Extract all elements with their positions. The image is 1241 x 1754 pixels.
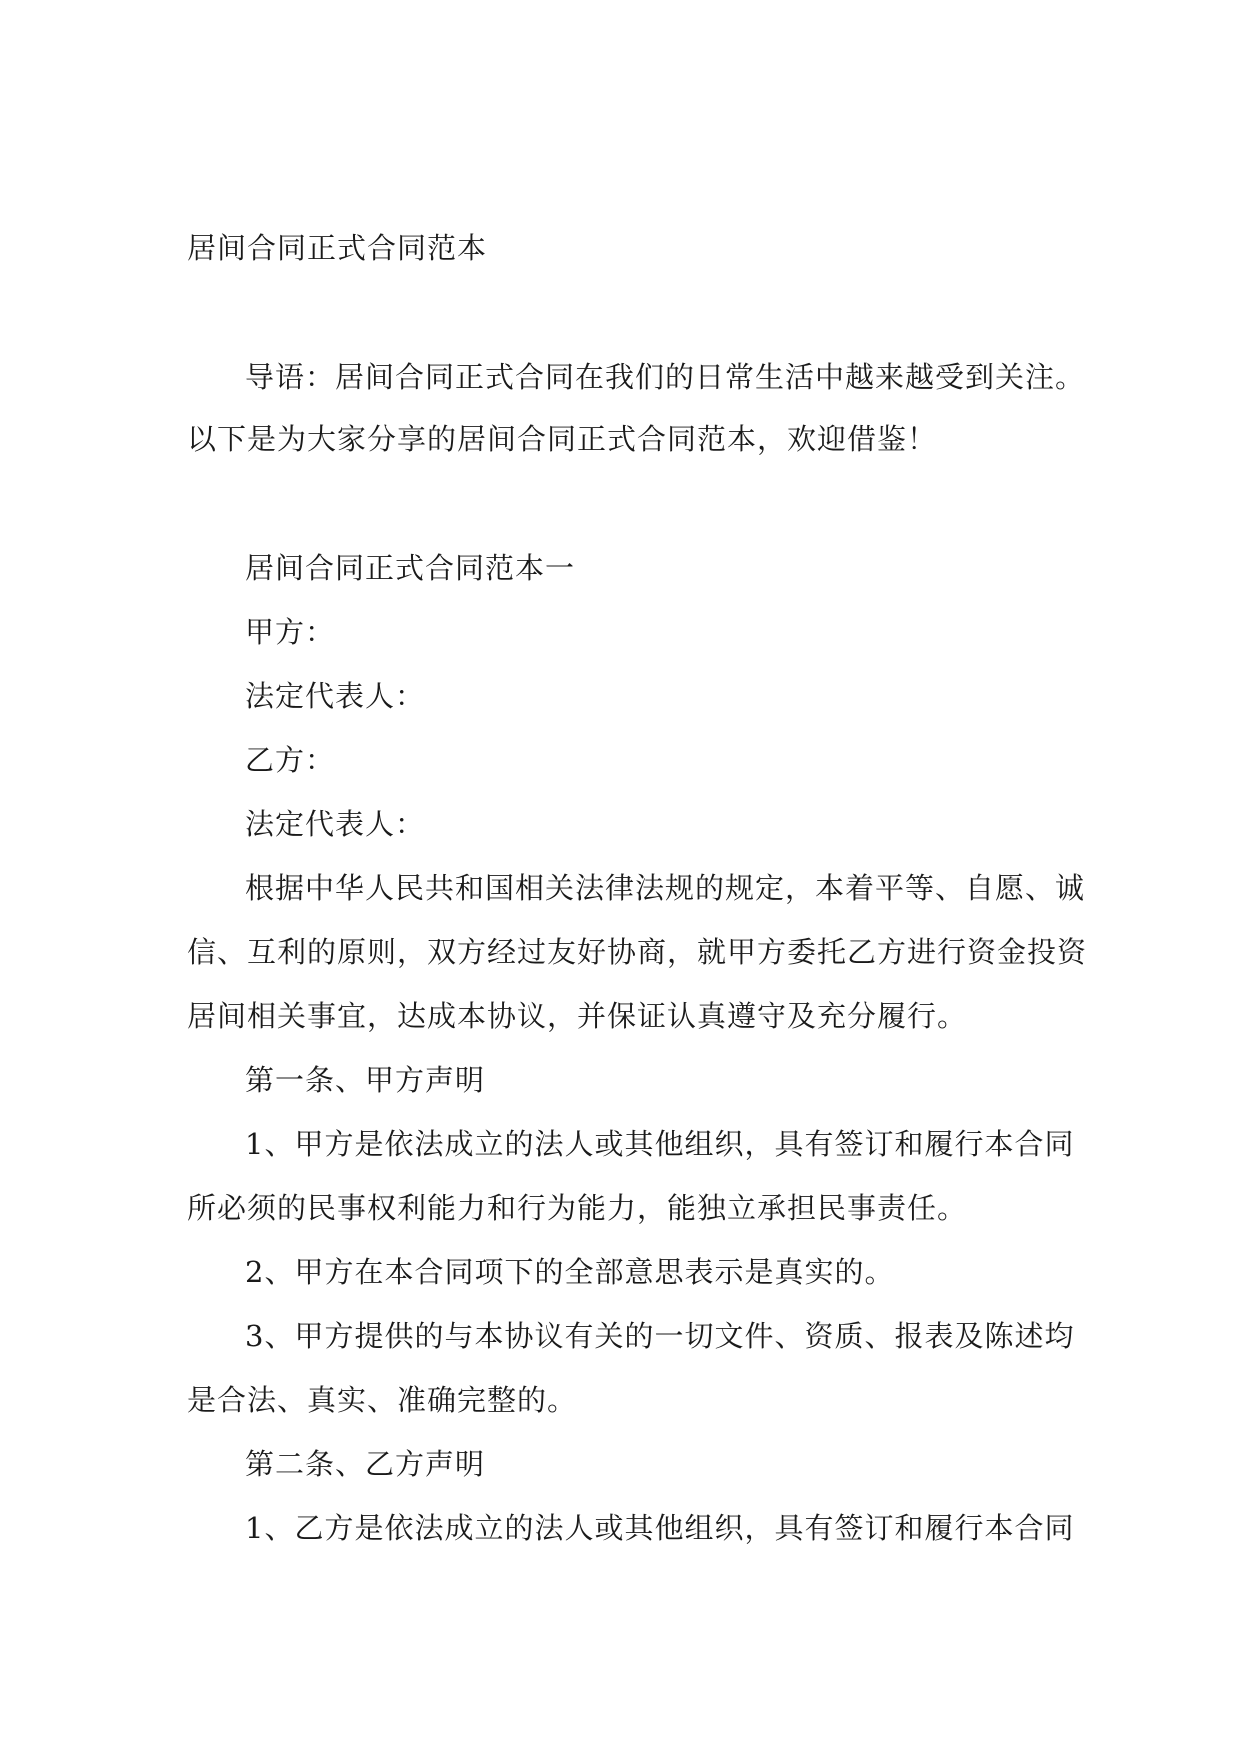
article-1-item-3-line-2: 是合法、真实、准确完整的。 [187, 1383, 578, 1417]
preamble-line-2: 信、互利的原则，双方经过友好协商，就甲方委托乙方进行资金投资 [187, 935, 1088, 969]
article-2-heading: 第二条、乙方声明 [245, 1447, 486, 1481]
article-1-item-2: 2、甲方在本合同项下的全部意思表示是真实的。 [245, 1255, 895, 1289]
preamble-line-3: 居间相关事宜，达成本协议，并保证认真遵守及充分履行。 [187, 999, 968, 1033]
intro-line-1: 导语：居间合同正式合同在我们的日常生活中越来越受到关注。 [245, 360, 1086, 394]
article-1-heading: 第一条、甲方声明 [245, 1063, 486, 1097]
party-a-representative-label: 法定代表人： [245, 679, 426, 713]
section-title: 居间合同正式合同范本一 [245, 551, 576, 585]
article-1-item-1-line-1: 1、甲方是依法成立的法人或其他组织，具有签订和履行本合同 [245, 1127, 1075, 1161]
party-a-label: 甲方： [245, 615, 336, 649]
article-2-item-1-line-1: 1、乙方是依法成立的法人或其他组织，具有签订和履行本合同 [245, 1511, 1075, 1545]
document-title: 居间合同正式合同范本 [187, 231, 488, 265]
article-1-item-1-line-2: 所必须的民事权利能力和行为能力，能独立承担民事责任。 [187, 1191, 968, 1225]
intro-line-2: 以下是为大家分享的居间合同正式合同范本，欢迎借鉴！ [187, 422, 938, 456]
party-b-label: 乙方： [245, 743, 336, 777]
article-1-item-3-line-1: 3、甲方提供的与本协议有关的一切文件、资质、报表及陈述均 [245, 1319, 1075, 1353]
party-b-representative-label: 法定代表人： [245, 807, 426, 841]
preamble-line-1: 根据中华人民共和国相关法律法规的规定，本着平等、自愿、诚 [245, 871, 1086, 905]
